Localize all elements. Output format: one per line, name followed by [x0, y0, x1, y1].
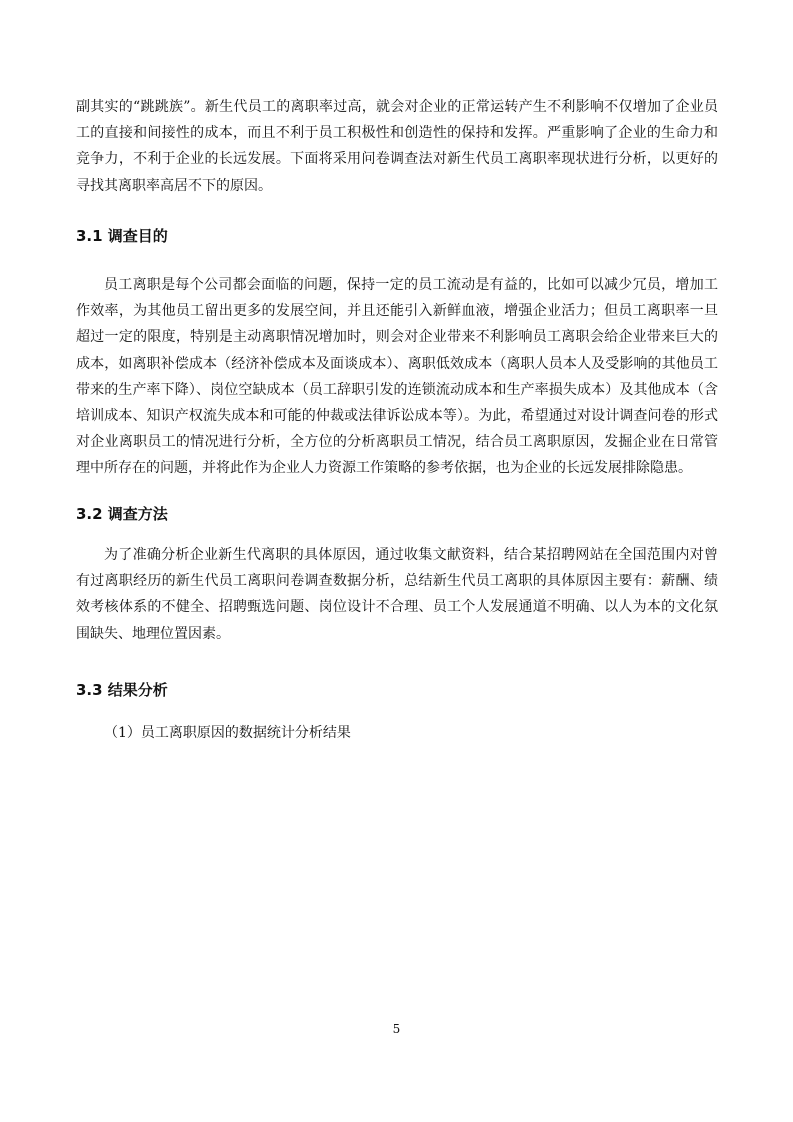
- intro-paragraph: 副其实的“跳跳族”。新生代员工的离职率过高，就会对企业的正常运转产生不利影响不仅增加了企业员工的直接和间接性的成本，而且不利于员工积极性和创造性的保持和发挥。严重影响了企业的生命力和竞争力，不利于企业的长远发展。下面将采用问卷调查法对新生代员工离职率现状进行分析，以更好的寻找其离职率高居不下的原因。: [76, 99, 718, 194]
- page-number: 5: [392, 1022, 401, 1036]
- result-item-1: （1）员工离职原因的数据统计分析结果: [104, 725, 351, 741]
- section-heading-3-2: 3.2 调查方法: [76, 505, 168, 523]
- section-heading-3-1: 3.1 调查目的: [76, 227, 168, 245]
- section-heading-3-3: 3.3 结果分析: [76, 681, 168, 699]
- section-3-1-paragraph: 员工离职是每个公司都会面临的问题，保持一定的员工流动是有益的，比如可以减少冗员，增加工作效率，为其他员工留出更多的发展空间，并且还能引入新鲜血液，增强企业活力；但员工离职率一旦超过一定的限度，特别是主动离职情况增加时，则会对企业带来不利影响员工离职会给企业带来巨大的成本，如离职补偿成本（经济补偿成本及面谈成本）、离职低效成本（离职人员本人及受影响的其他员工带来的生产率下降）、岗位空缺成本（员工辞职引发的连锁流动成本和生产率损失成本）及其他成本（含培训成本、知识产权流失成本和可能的仲裁或法律诉讼成本等）。为此，希望通过对设计调查问卷的形式对企业离职员工的情况进行分析，全方位的分析离职员工情况，结合员工离职原因，发掘企业在日常管理中所存在的问题，并将此作为企业人力资源工作策略的参考依据，也为企业的长远发展排除隐患。: [76, 277, 718, 477]
- section-3-2-paragraph: 为了准确分析企业新生代离职的具体原因，通过收集文献资料，结合某招聘网站在全国范围内对曾有过离职经历的新生代员工离职问卷调查数据分析，总结新生代员工离职的具体原因主要有：薪酬、绩效考核体系的不健全、招聘甄选问题、岗位设计不合理、员工个人发展通道不明确、以人为本的文化氛围缺失、地理位置因素。: [76, 547, 718, 642]
